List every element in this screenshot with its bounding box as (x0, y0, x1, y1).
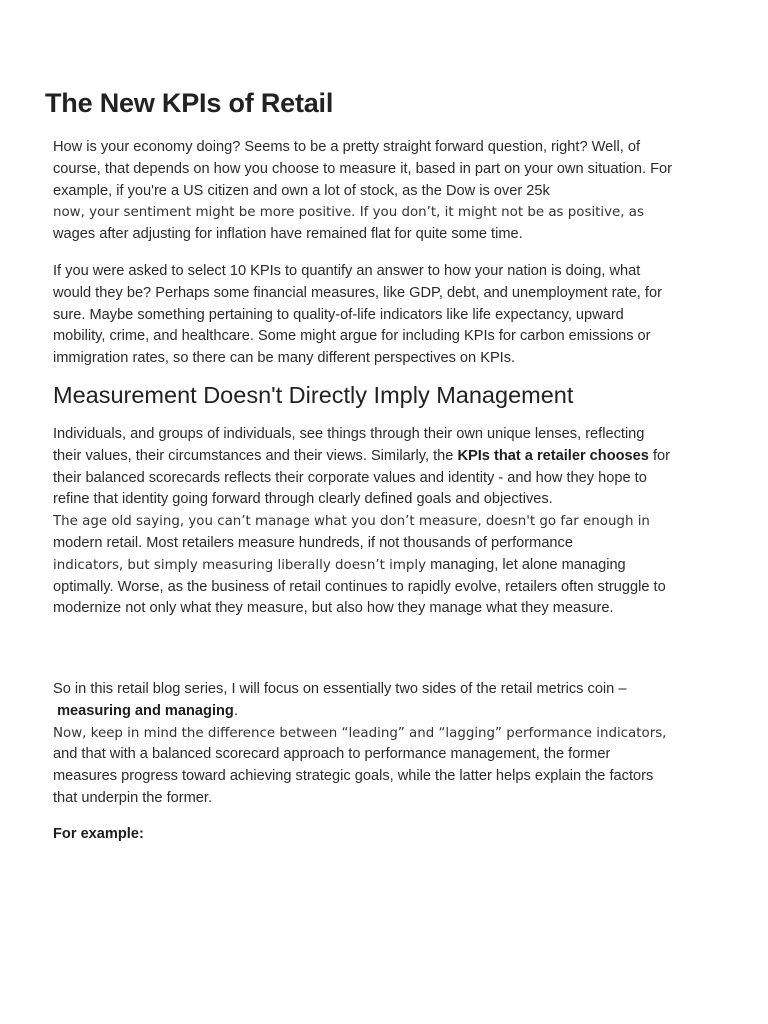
section-heading: Measurement Doesn't Directly Imply Management (53, 382, 574, 408)
paragraph-intro-text-1: How is your economy doing? Seems to be a pretty straight forward question, right? Well, of course, that depends on how you choose to measure it, based in part on your own situation. For example, if you're a US citizen and own a lot of stock, as the Dow is over 25k (53, 139, 672, 199)
paragraph-series-text-3: and that with a balanced scorecard approach to performance management, the former measures progress toward achieving strategic goals, while the latter helps explain the factors that underpin the former. (53, 746, 654, 806)
measuring-managing-bold: measuring and managing (57, 702, 234, 719)
paragraph-series-text-2: Now, keep in mind the difference between “leading” and “lagging” performance indicators, (53, 725, 667, 741)
paragraph-lenses-text-2: for their balanced scorecards reflects their corporate values and identity - and how they hope to refine that identity going forward through clearly defined goals and objectives. (53, 447, 670, 508)
paragraph-lenses (53, 424, 673, 620)
paragraph-series (53, 679, 673, 810)
paragraph-intro (53, 137, 673, 246)
paragraph-series-period: . (233, 702, 238, 719)
paragraph-kpi-question (53, 261, 673, 370)
paragraph-series-text-1: So in this retail blog series, I will focus on essentially two sides of the retail metrics coin – (53, 681, 627, 697)
paragraph-saying-text-2: modern retail. Most retailers measure hundreds, if not thousands of performance (53, 534, 573, 551)
paragraph-intro-text-3: wages after adjusting for inflation have remained flat for quite some time. (53, 226, 523, 243)
paragraph-saying-text-1: The age old saying, you can’t manage what you don’t measure, doesn't go far enough in (53, 514, 650, 530)
paragraph-lenses-text-1: Individuals, and groups of individuals, see things through their own unique lenses, reflecting their values, their circumstances and their views. Similarly, the (53, 426, 645, 464)
page-title: The New KPIs of Retail (45, 88, 334, 118)
paragraph-kpi-question-text: If you were asked to select 10 KPIs to quantify an answer to how your nation is doing, what would they be? Perhaps some financial measures, like GDP, debt, and unemployment rate, for sure. Maybe something pertaining to quality-of-life indicators like life expectancy, upward mobility, crime, and healthcare. Some might argue for including KPIs for carbon emissions or immigration rates, so there can be many different perspectives on KPIs. (53, 263, 662, 367)
paragraph-saying-text-3: indicators, but simply measuring liberally doesn’t imply (53, 557, 427, 573)
kpis-retailer-chooses-bold: KPIs that a retailer chooses (457, 447, 649, 464)
example-label: For example: (53, 826, 144, 842)
paragraph-intro-text-2: now, your sentiment might be more positive. If you don’t, it might not be as positive, as (53, 205, 644, 221)
example-label-wrap (53, 824, 673, 846)
paragraph-saying-text-4: managing, let alone managing optimally. Worse, as the business of retail continues to rapidly evolve, retailers often struggle to modernize not only what they measure, but also how they manage what they measure. (53, 556, 666, 617)
